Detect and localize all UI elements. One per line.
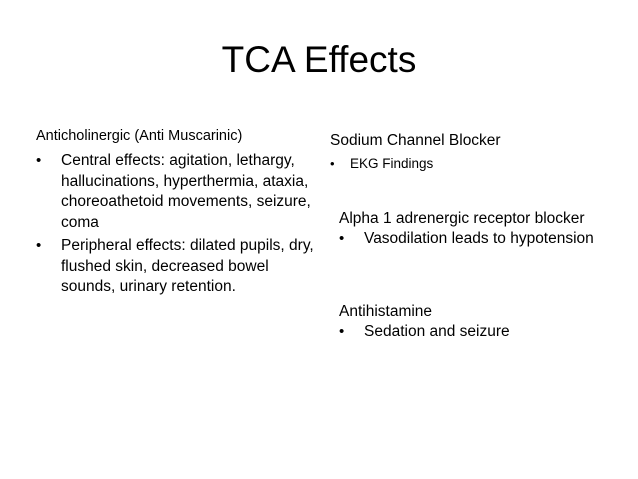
antihistamine-heading: Antihistamine [339,303,433,320]
ekg-findings-text: EKG Findings [350,156,434,171]
anticholinergic-heading: Anticholinergic (Anti Muscarinic) [36,128,243,144]
anticholinergic-column [36,126,318,298]
sodium-channel-section [330,131,630,173]
sedation-text: Sedation and seizure [364,323,510,340]
bullet-icon: • [339,230,345,247]
list-item [36,151,318,233]
bullet-icon: • [36,152,42,169]
sodium-channel-heading: Sodium Channel Blocker [330,132,501,149]
alpha1-blocker-heading: Alpha 1 adrenergic receptor blocker [339,210,585,227]
list-item [339,229,629,250]
bullet-icon: • [339,323,345,340]
bullet-icon: • [330,156,335,171]
alpha1-blocker-section [339,208,629,250]
list-item [36,236,318,298]
list-item [330,155,630,173]
list-item [339,322,629,343]
vasodilation-text: Vasodilation leads to hypotension [364,230,594,247]
antihistamine-section [339,301,629,343]
peripheral-effects-text: Peripheral effects: dilated pupils, dry, flushed skin, decreased bowel sounds, urinary retention. [61,237,314,295]
slide-title: TCA Effects [221,39,417,80]
central-effects-text: Central effects: agitation, lethargy, hallucinations, hyperthermia, ataxia, choreoathetoid movements, seizure, coma [61,152,311,231]
bullet-icon: • [36,237,42,254]
